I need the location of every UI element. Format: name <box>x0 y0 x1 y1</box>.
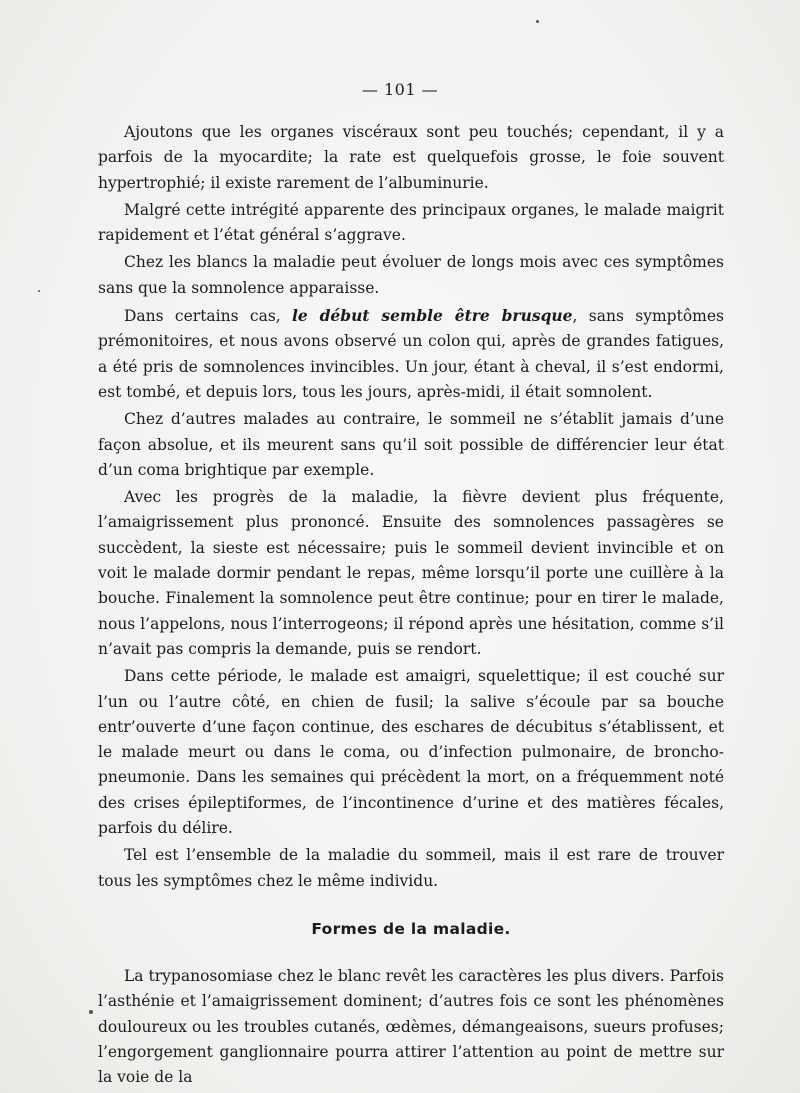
scan-speck <box>89 1010 93 1014</box>
paragraph-viscera: Ajoutons que les organes viscéraux sont peu touchés; cependant, il y a parfois de la myocardite; la rate est quelquefois grosse, le foie souvent hypertrophié; il existe rarement de l’albuminurie. <box>98 123 724 192</box>
section-heading: Formes de la maladie. <box>311 919 511 938</box>
paragraph-whites: Chez les blancs la maladie peut évoluer de longs mois avec ces symptômes sans que la somnolence apparaisse. <box>98 253 724 297</box>
scan-speck <box>536 20 539 23</box>
paragraph-integrity: Malgré cette intrégité apparente des principaux organes, le malade maigrit rapidement et l’état général s’aggrave. <box>98 200 724 245</box>
scan-speck <box>38 290 40 292</box>
paragraph-forms: La trypanosomiase chez le blanc revêt les caractères les plus divers. Parfois l’asthénie et l’amaigrissement dominent; d’autres fois ce sont les phénomènes douloureux ou les troubles cutanés, œdèmes, démangeaisons, sueurs profuses; l’engorgement ganglionnaire pourra attirer l’attention au point de mettre sur la voie de la <box>98 966 724 1087</box>
emphasis-sudden-onset: le début semble être brusque <box>292 306 573 326</box>
paragraph-progression: Avec les progrès de la maladie, la fièvre devient plus fréquente, l’amaigrissement plus prononcé. Ensuite des somnolences passagères se succèdent, la sieste est nécessaire; puis le sommeil devient invincible et on voit le malade dormir pendant le repas, même lorsqu’il porte une cuillère à la bouche. Finalement la somnolence peut être continue; pour en tirer le malade, nous l’appelons, nous l’interrogeons; il répond après une hésitation, comme s’il n’avait pas compris la demande, puis se rendort. <box>98 488 724 658</box>
page-number: — 101 — <box>361 80 439 99</box>
paragraph-other-patients: Chez d’autres malades au contraire, le sommeil ne s’établit jamais d’une façon absolue, et ils meurent sans qu’il soit possible de différencier leur état d’un coma brightique par exemple. <box>98 410 724 479</box>
paragraph-summary: Tel est l’ensemble de la maladie du sommeil, mais il est rare de trouver tous les symptômes chez le même individu. <box>98 846 724 890</box>
paragraph-terminal-period: Dans cette période, le malade est amaigri, squelettique; il est couché sur l’un ou l’autre côté, en chien de fusil; la salive s’écoule par sa bouche entr’ouverte d’une façon continue, des eschares de décubitus s’établissent, et le malade meurt ou dans le coma, ou d’infection pulmonaire, de broncho-pneumonie. Dans les semaines qui précèdent la mort, on a fréquemment noté des crises épileptiformes, de l’incontinence d’urine et des matières fécales, parfois du délire. <box>98 667 724 838</box>
paragraph-sudden-onset-rest: , sans symptômes prémonitoires, et nous avons observé un colon qui, après de grandes fatigues, a été pris de somnolences invincibles. Un jour, étant à cheval, il s’est endormi, est tombé, et depuis lors, tous les jours, après-midi, il était somnolent. <box>98 307 724 401</box>
body-text <box>98 120 724 1092</box>
paragraph-sudden-onset-lead: Dans certains cas, <box>124 307 293 326</box>
paragraph-sudden-onset <box>98 303 724 405</box>
